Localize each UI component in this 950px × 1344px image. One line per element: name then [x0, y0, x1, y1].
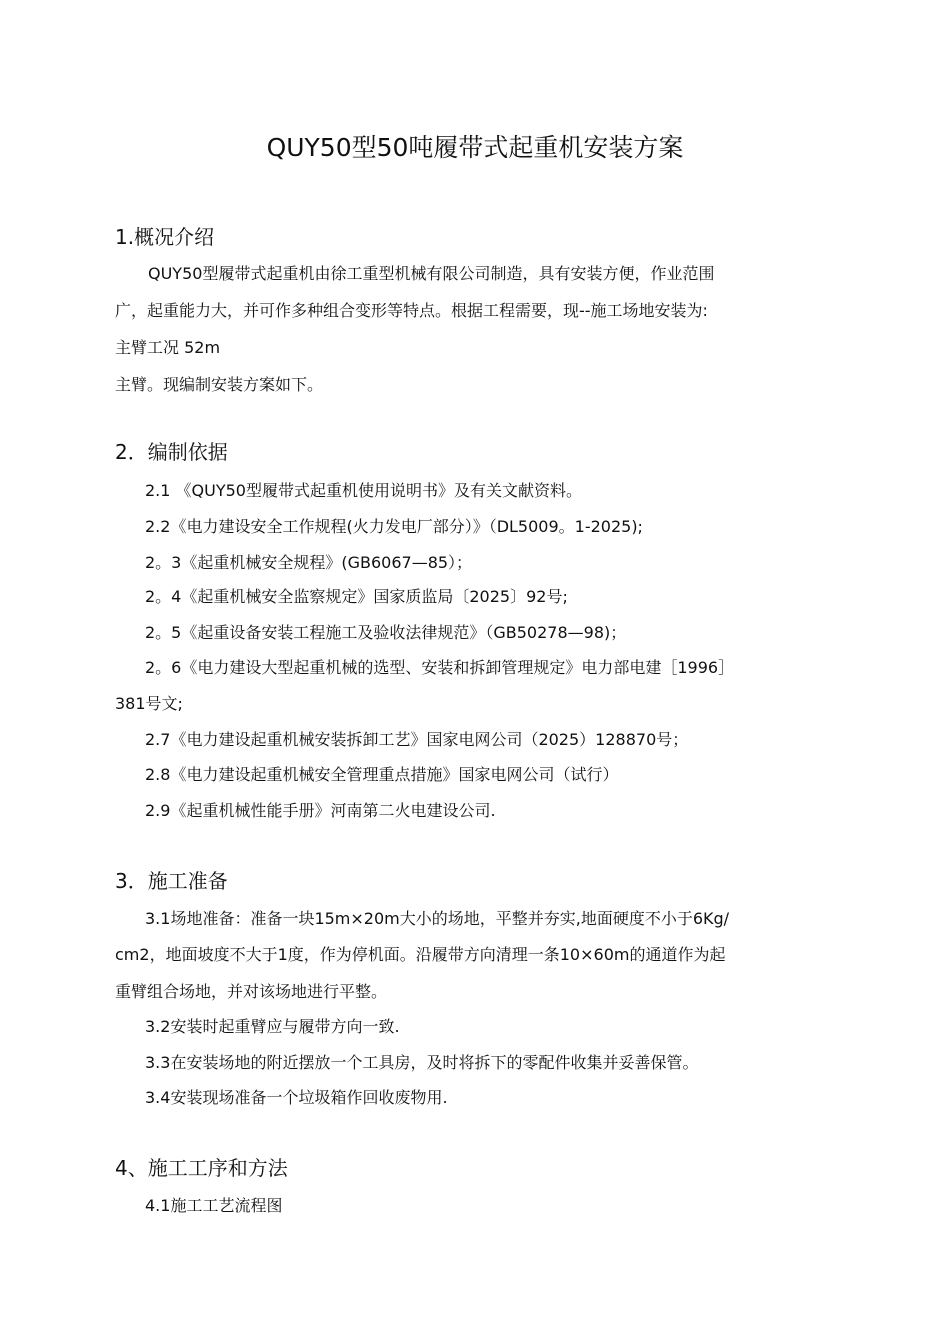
section-2-heading: 2．编制依据	[115, 440, 228, 464]
reference-item: 2.8《电力建设起重机械安全管理重点措施》国家电网公司（试行）	[145, 765, 619, 784]
preparation-item: 3.2安装时起重臂应与履带方向一致.	[145, 1017, 400, 1036]
preparation-item: 3.3在安装场地的附近摆放一个工具房，及时将拆下的零配件收集并妥善保管。	[145, 1053, 699, 1072]
reference-item: 2。4《起重机械安全监察规定》国家质监局〔2025〕92号;	[145, 587, 568, 606]
reference-item: 2.9《起重机械性能手册》河南第二火电建设公司.	[145, 801, 496, 820]
reference-item: 381号文;	[115, 694, 183, 713]
preparation-item: cm2，地面坡度不大于1度，作为停机面。沿履带方向清理一条10×60m的通道作为起	[115, 945, 726, 964]
document-title: QUY50型50吨履带式起重机安装方案	[266, 133, 684, 162]
preparation-item: 3.4安装现场准备一个垃圾箱作回收废物用.	[145, 1088, 448, 1107]
paragraph-line: QUY50型履带式起重机由徐工重型机械有限公司制造，具有安装方便，作业范围	[148, 264, 715, 283]
reference-item: 2.2《电力建设安全工作规程(火力发电厂部分）》（DL5009。1-2025);	[145, 517, 643, 536]
reference-item: 2.1 《QUY50型履带式起重机使用说明书》及有关文献资料。	[145, 481, 582, 500]
paragraph-line: 主臂。现编制安装方案如下。	[115, 375, 324, 394]
preparation-item: 3.1场地准备：准备一块15m×20m大小的场地，平整并夯实,地面硬度不小于6Kg/	[145, 909, 730, 928]
reference-item: 2。3《起重机械安全规程》(GB6067—85）；	[145, 553, 473, 572]
preparation-item: 重臂组合场地，并对该场地进行平整。	[115, 982, 388, 1001]
paragraph-line: 广，起重能力大，并可作多种组合变形等特点。根据工程需要，现--施工场地安装为:	[115, 301, 708, 320]
section-1-heading: 1.概况介绍	[115, 225, 215, 249]
reference-item: 2。5《起重设备安装工程施工及验收法律规范》（GB50278—98)；	[145, 623, 627, 642]
section-4-heading: 4、施工工序和方法	[115, 1156, 288, 1180]
paragraph-line: 主臂工况 52m	[115, 338, 221, 357]
procedure-item: 4.1施工工艺流程图	[145, 1196, 283, 1215]
section-3-heading: 3．施工准备	[115, 869, 228, 893]
reference-item: 2。6《电力建设大型起重机械的选型、安装和拆卸管理规定》电力部电建［1996］	[145, 658, 735, 677]
reference-item: 2.7《电力建设起重机械安装拆卸工艺》国家电网公司（2025）128870号；	[145, 730, 689, 749]
